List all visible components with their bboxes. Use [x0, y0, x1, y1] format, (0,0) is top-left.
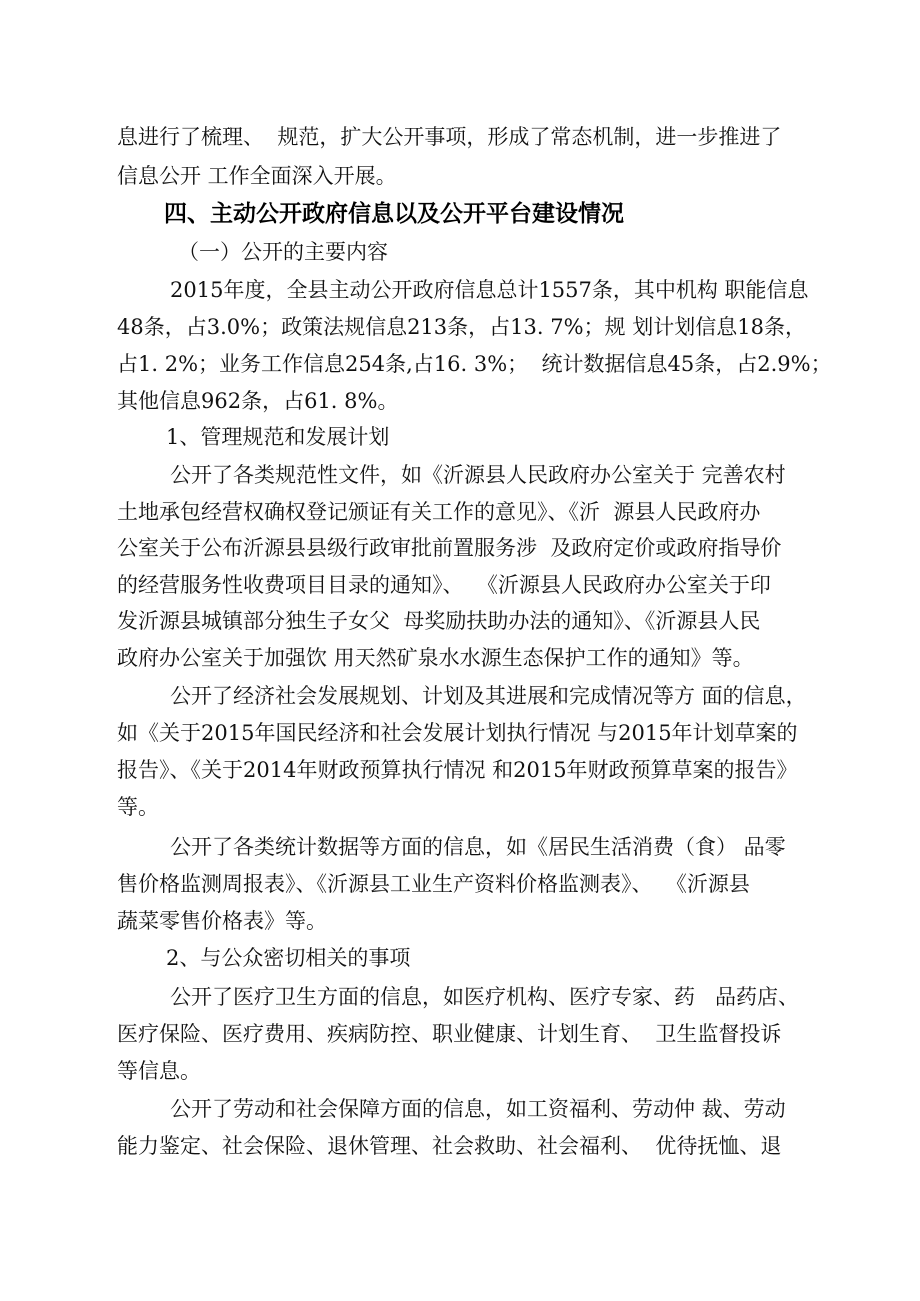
- item-heading: 2、与公众密切相关的事项: [166, 946, 411, 970]
- text-line: 公开了各类统计数据等方面的信息，如《居民生活消费（食） 品零: [170, 835, 786, 859]
- text-line: 公开了劳动和社会保障方面的信息，如工资福利、劳动仲 裁、劳动: [170, 1097, 786, 1121]
- text-line: 如《关于2015年国民经济和社会发展计划执行情况 与2015年计划草案的: [117, 721, 798, 745]
- text-line: 息进行了梳理、 规范，扩大公开事项，形成了常态机制，进一步推进了: [117, 125, 782, 149]
- text-line: 土地承包经营权确权登记颁证有关工作的意见》、《沂 源县人民政府办: [117, 500, 761, 524]
- text-line: 公室关于公布沂源县县级行政审批前置服务涉 及政府定价或政府指导价: [117, 536, 782, 560]
- item-heading: 1、管理规范和发展计划: [166, 425, 390, 449]
- text-line: 蔬菜零售价格表》等。: [117, 909, 327, 933]
- text-line: 2015年度，全县主动公开政府信息总计1557条，其中机构 职能信息: [170, 278, 809, 302]
- text-line: 售价格监测周报表》、《沂源县工业生产资料价格监测表》、 《沂源县: [117, 872, 750, 896]
- text-line: 公开了医疗卫生方面的信息，如医疗机构、医疗专家、药 品药店、: [170, 985, 800, 1009]
- text-line: 发沂源县城镇部分独生子女父 母奖励扶助办法的通知》、《沂源县人民: [117, 609, 761, 633]
- text-line: 公开了经济社会发展规划、计划及其进展和完成情况等方 面的信息，: [170, 684, 807, 708]
- text-line: 政府办公室关于加强饮 用天然矿泉水水源生态保护工作的通知》等。: [117, 646, 754, 670]
- text-line: 公开了各类规范性文件，如《沂源县人民政府办公室关于 完善农村: [170, 463, 786, 487]
- text-line: 报告》、《关于2014年财政预算执行情况 和2015年财政预算草案的报告》: [117, 758, 798, 782]
- subsection-heading: （一）公开的主要内容: [178, 240, 388, 264]
- text-line: 等。: [117, 795, 159, 819]
- text-line: 占1. 2%；业务工作信息254条,占16. 3%； 统计数据信息45条，占2.9%；: [117, 352, 832, 376]
- text-line: 能力鉴定、社会保险、退休管理、社会救助、社会福利、 优待抚恤、退: [117, 1134, 782, 1158]
- text-line: 信息公开 工作全面深入开展。: [117, 164, 397, 188]
- text-line: 的经营服务性收费项目目录的通知》、 《沂源县人民政府办公室关于印: [117, 573, 771, 597]
- section-heading: 四、主动公开政府信息以及公开平台建设情况: [164, 201, 624, 227]
- text-line: 等信息。: [117, 1059, 201, 1083]
- text-line: 48条，占3.0%；政策法规信息213条，占13. 7%；规 划计划信息18条，: [117, 315, 806, 339]
- text-line: 其他信息962条，占61. 8%。: [117, 389, 399, 413]
- text-line: 医疗保险、医疗费用、疾病防控、职业健康、计划生育、 卫生监督投诉: [117, 1022, 782, 1046]
